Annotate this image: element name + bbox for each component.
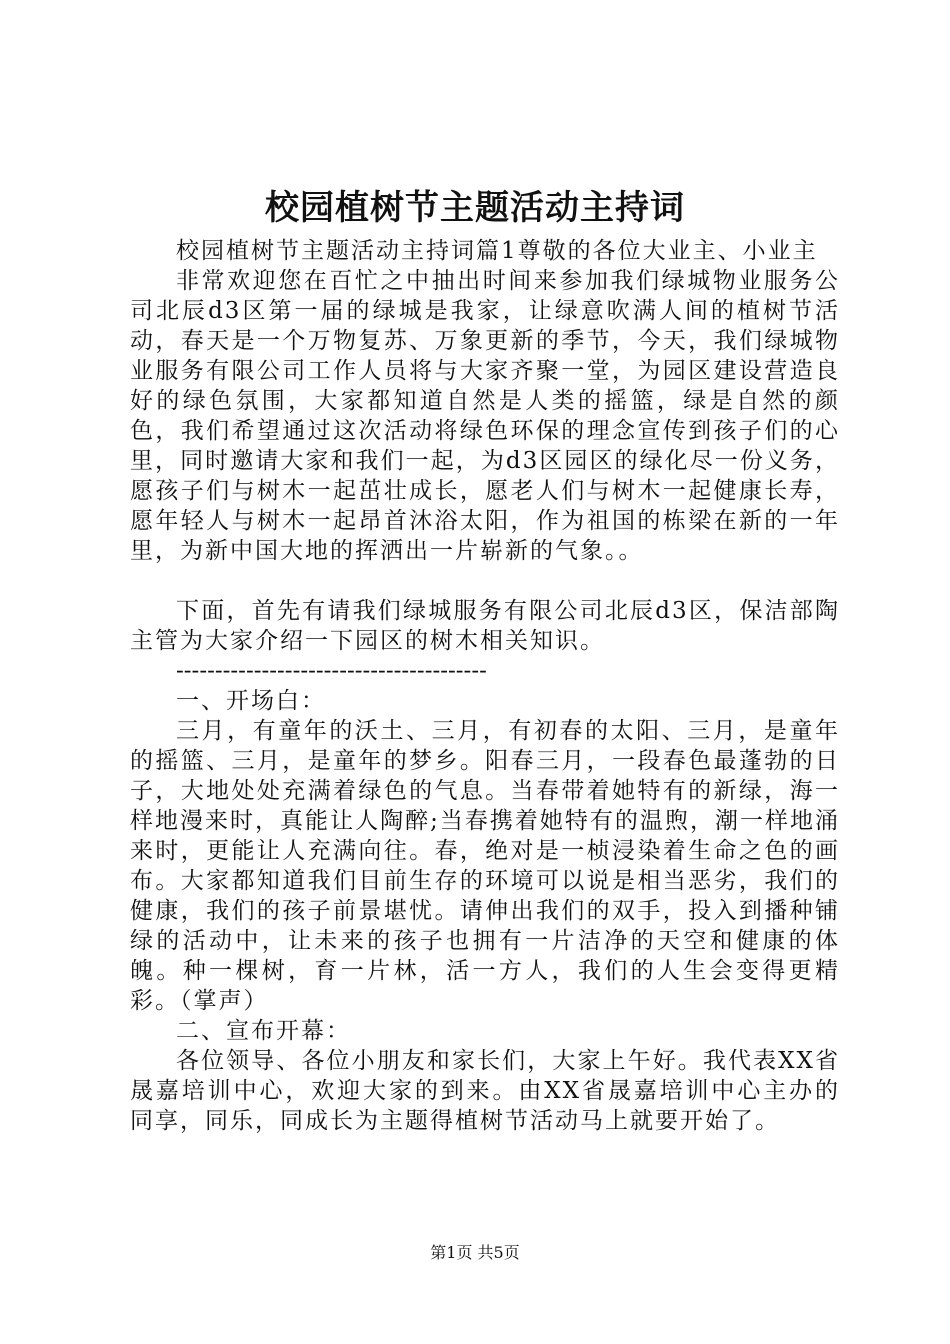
page-number: 第1页 共5页 (430, 1243, 520, 1262)
paragraph-opening: 三月，有童年的沃土、三月，有初春的太阳、三月，是童年的摇篮、三月，是童年的梦乡。阳春三月，一段春色最蓬勃的日子，大地处处充满着绿色的气息。当春带着她特有的新绿，海一样地漫来时，真能让人陶醉;当春携着她特有的温煦，潮一样地涌来时，更能让人充满向往。春，绝对是一桢浸染着生命之色的画布。大家都知道我们目前生存的环境可以说是相当恶劣，我们的健康，我们的孩子前景堪忧。请伸出我们的双手，投入到播种铺绿的活动中，让未来的孩子也拥有一片洁净的天空和健康的体魄。种一棵树，育一片林，活一方人，我们的人生会变得更精彩。（掌声） (130, 718, 840, 1014)
document-title: 校园植树节主题活动主持词 (265, 188, 685, 228)
paragraph-welcome: 非常欢迎您在百忙之中抽出时间来参加我们绿城物业服务公司北辰d3区第一届的绿城是我家，让绿意吹满人间的植树节活动，春天是一个万物复苏、万象更新的季节，今天，我们绿城物业服务有限公司工作人员将与大家齐聚一堂，为园区建设营造良好的绿色氛围，大家都知道自然是人类的摇篮，绿是自然的颜色，我们希望通过这次活动将绿色环保的理念宣传到孩子们的心里，同时邀请大家和我们一起，为d3区园区的绿化尽一份义务，愿孩子们与树木一起茁壮成长，愿老人们与树木一起健康长寿，愿年轻人与树木一起昂首沐浴太阳，作为祖国的栋梁在新的一年里，为新中国大地的挥洒出一片崭新的气象。。 (130, 268, 840, 564)
paragraph-intro: 校园植树节主题活动主持词篇1尊敬的各位大业主、小业主 (176, 238, 818, 264)
paragraph-next: 下面，首先有请我们绿城服务有限公司北辰d3区，保洁部陶主管为大家介绍一下园区的树木相关知识。 (130, 598, 840, 654)
document-body (130, 236, 840, 1136)
paragraph-announce: 各位领导、各位小朋友和家长们，大家上午好。我代表XX省晟嘉培训中心，欢迎大家的到来。由XX省晟嘉培训中心主办的同享，同乐，同成长为主题得植树节活动马上就要开始了。 (130, 1048, 840, 1134)
section-heading-announce: 二、宣布开幕： (176, 1018, 351, 1044)
separator-line: ---------------------------------------- (176, 658, 487, 684)
section-heading-opening: 一、开场白： (176, 688, 326, 714)
